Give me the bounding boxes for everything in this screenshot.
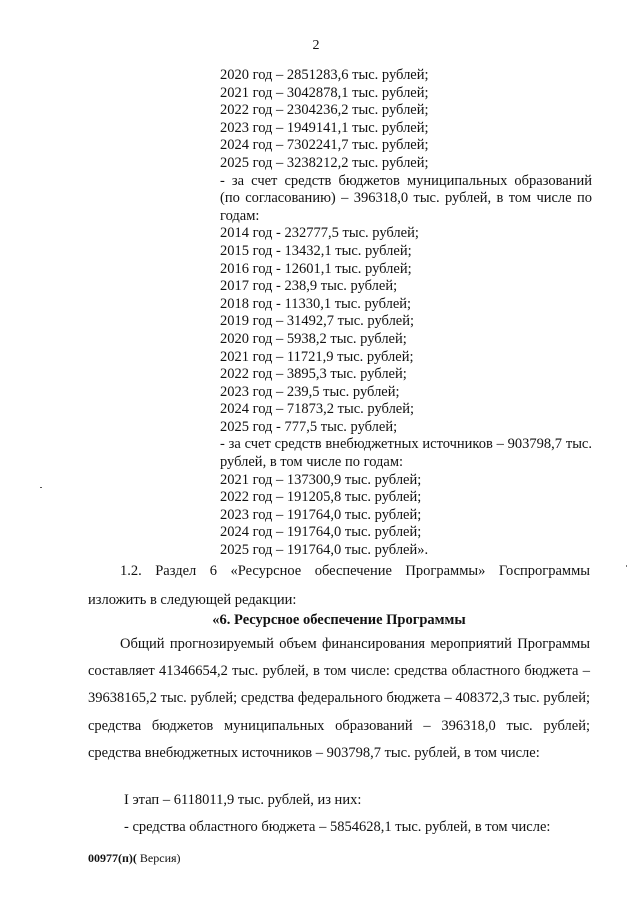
list-item: 2016 год - 12601,1 тыс. рублей;	[220, 260, 412, 277]
list-item: 2019 год – 31492,7 тыс. рублей;	[220, 313, 415, 330]
funding-by-year-column	[220, 67, 592, 560]
section-title: «6. Ресурсное обеспечение Программы	[212, 612, 466, 628]
oblast-budget-line: - средства областного бюджета – 5854628,1 тыс. рублей, в том числе:	[124, 819, 551, 835]
extrabudget-intro: - за счет средств внебюджетных источников – 903798,7 тыс. рублей, в том числе по годам:	[220, 436, 592, 471]
page-number: 2	[312, 38, 320, 53]
paragraph-1-2: 1.2. Раздел 6 «Ресурсное обеспечение Программы» Госпрограммы изложить в следующей редакции:	[88, 563, 590, 608]
footer-code	[88, 851, 181, 866]
list-item: 2025 год - 777,5 тыс. рублей;	[220, 418, 398, 435]
list-item: 2023 год – 239,5 тыс. рублей;	[220, 383, 400, 400]
list-item: 2025 год – 191764,0 тыс. рублей».	[220, 542, 429, 559]
list-item: 2020 год – 2851283,6 тыс. рублей;	[220, 67, 429, 83]
list-item: 2014 год - 232777,5 тыс. рублей;	[220, 225, 419, 242]
list-item: 2023 год – 1949141,1 тыс. рублей;	[220, 119, 429, 136]
list-item: 2021 год – 3042878,1 тыс. рублей;	[220, 84, 429, 101]
list-item: 2020 год – 5938,2 тыс. рублей;	[220, 330, 407, 347]
scan-speck	[626, 565, 627, 567]
main-paragraph: Общий прогнозируемый объем финансирования мероприятий Программы составляет 41346654,2 тыс. рублей, в том числе: средства областного бюджета – 39638165,2 тыс. рублей; средства федерального бюджета – 408372,3 тыс. рублей; средства бюджетов муниципальных образований – 396318,0 тыс. рублей; средства внебюджетных источников – 903798,7 тыс. рублей, в том числе:	[88, 636, 590, 761]
footer-version: Версия)	[136, 851, 181, 865]
list-item: 2022 год – 191205,8 тыс. рублей;	[220, 489, 422, 506]
list-item: 2024 год – 71873,2 тыс. рублей;	[220, 401, 415, 418]
footer-code-number: 00977(п)(	[88, 851, 137, 865]
list-item: 2024 год – 7302241,7 тыс. рублей;	[220, 137, 429, 154]
list-item: 2022 год – 3895,3 тыс. рублей;	[220, 366, 407, 383]
list-item: 2021 год – 11721,9 тыс. рублей;	[220, 348, 414, 365]
municipal-intro: - за счет средств бюджетов муниципальных образований (по согласованию) – 396318,0 тыс. рублей, в том числе по годам:	[220, 172, 592, 224]
stage-line: I этап – 6118011,9 тыс. рублей, из них:	[124, 792, 362, 808]
scan-speck	[40, 487, 42, 488]
list-item: 2018 год - 11330,1 тыс. рублей;	[220, 295, 412, 312]
list-item: 2023 год – 191764,0 тыс. рублей;	[220, 506, 422, 523]
list-item: 2022 год – 2304236,2 тыс. рублей;	[220, 102, 429, 119]
list-item: 2015 год - 13432,1 тыс. рублей;	[220, 242, 412, 259]
list-item: 2017 год - 238,9 тыс. рублей;	[220, 278, 398, 295]
list-item: 2024 год – 191764,0 тыс. рублей;	[220, 524, 422, 541]
list-item: 2021 год – 137300,9 тыс. рублей;	[220, 471, 422, 488]
list-item: 2025 год – 3238212,2 тыс. рублей;	[220, 154, 429, 171]
